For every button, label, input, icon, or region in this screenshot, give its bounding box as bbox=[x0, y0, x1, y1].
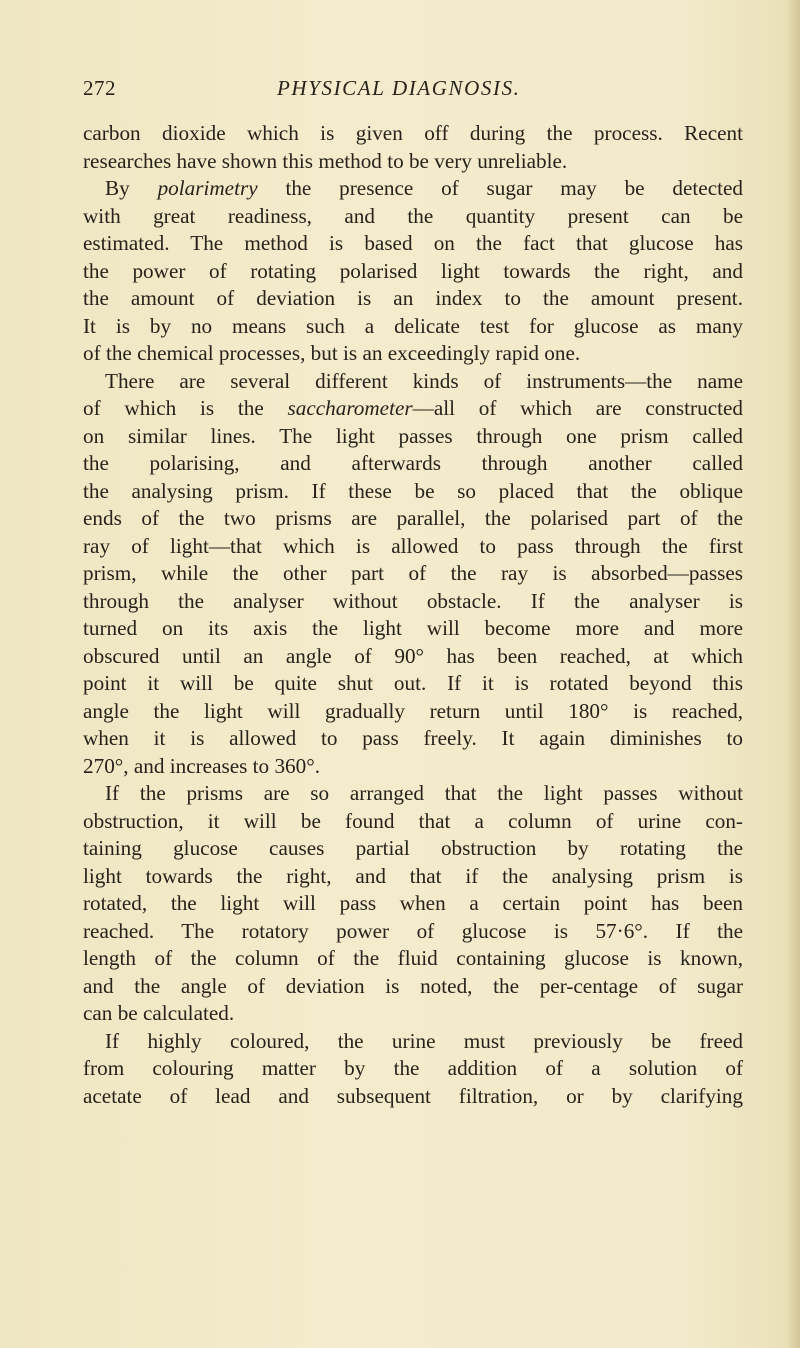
text-line: can be calculated. bbox=[83, 1001, 235, 1025]
text-line: carbon dioxide which is given off during the process. Recent bbox=[83, 121, 743, 145]
text-line: rotated, the light will pass when a certain point has been bbox=[83, 891, 743, 915]
body-text bbox=[83, 120, 743, 1110]
text-segment: of which is the bbox=[83, 396, 288, 420]
text-segment: the presence of sugar may be detected bbox=[257, 176, 743, 200]
text-line: with great readiness, and the quantity present can be bbox=[83, 203, 743, 228]
text-line: from colouring matter by the addition of a solution of bbox=[83, 1056, 743, 1080]
text-line: prism, while the other part of the ray is absorbed—passes bbox=[83, 561, 743, 585]
text-line: light towards the right, and that if the analysing prism is bbox=[83, 863, 743, 888]
text-line: and the angle of deviation is noted, the per-centage of sugar bbox=[83, 973, 743, 998]
text-line: reached. The rotatory power of glucose is 57·6°. If the bbox=[83, 918, 743, 943]
text-line: taining glucose causes partial obstruction by rotating the bbox=[83, 836, 743, 860]
text-line: estimated. The method is based on the fact that glucose has bbox=[83, 231, 743, 255]
text-line: point it will be quite shut out. If it is rotated beyond this bbox=[83, 671, 743, 695]
text-line: ends of the two prisms are parallel, the polarised part of the bbox=[83, 506, 743, 530]
text-line: when it is allowed to pass freely. It again diminishes to bbox=[83, 726, 743, 750]
text-line: turned on its axis the light will become more and more bbox=[83, 616, 743, 640]
text-line: length of the column of the fluid containing glucose is known, bbox=[83, 946, 743, 970]
italic-term: saccharometer bbox=[287, 396, 413, 420]
italic-term: polarimetry bbox=[157, 176, 258, 200]
text-line: on similar lines. The light passes through one prism called bbox=[83, 423, 743, 448]
text-line: the amount of deviation is an index to the amount present. bbox=[83, 286, 743, 310]
running-head: PHYSICAL DIAGNOSIS. bbox=[277, 76, 521, 100]
text-line: through the analyser without obstacle. If the analyser is bbox=[83, 588, 743, 613]
text-line: angle the light will gradually return until 180° is reached, bbox=[83, 698, 743, 723]
text-line bbox=[83, 395, 743, 423]
page-header bbox=[83, 76, 743, 106]
text-line: It is by no means such a delicate test for glucose as many bbox=[83, 313, 743, 338]
text-line: the analysing prism. If these be so placed that the oblique bbox=[83, 478, 743, 503]
text-line: If the prisms are so arranged that the light passes without bbox=[105, 781, 743, 805]
page-edge-shadow bbox=[786, 0, 800, 1348]
text-line: There are several different kinds of instruments—the name bbox=[105, 368, 743, 393]
text-line: the power of rotating polarised light towards the right, and bbox=[83, 258, 743, 283]
text-line: obscured until an angle of 90° has been reached, at which bbox=[83, 643, 743, 668]
text-line: obstruction, it will be found that a column of urine con- bbox=[83, 808, 743, 833]
page-number: 272 bbox=[83, 76, 116, 100]
text-line: of the chemical processes, but is an exceedingly rapid one. bbox=[83, 341, 581, 365]
text-line: ray of light—that which is allowed to pass through the first bbox=[83, 533, 743, 558]
text-segment: —all of which are constructed bbox=[412, 396, 743, 420]
text-line: the polarising, and afterwards through another called bbox=[83, 451, 743, 475]
text-line: If highly coloured, the urine must previously be freed bbox=[105, 1028, 743, 1053]
text-line bbox=[83, 175, 743, 203]
text-line: 270°, and increases to 360°. bbox=[83, 753, 321, 778]
text-line: researches have shown this method to be very unreliable. bbox=[83, 148, 568, 173]
text-line: acetate of lead and subsequent filtration, or by clarifying bbox=[83, 1083, 743, 1108]
text-segment: By bbox=[105, 176, 158, 200]
